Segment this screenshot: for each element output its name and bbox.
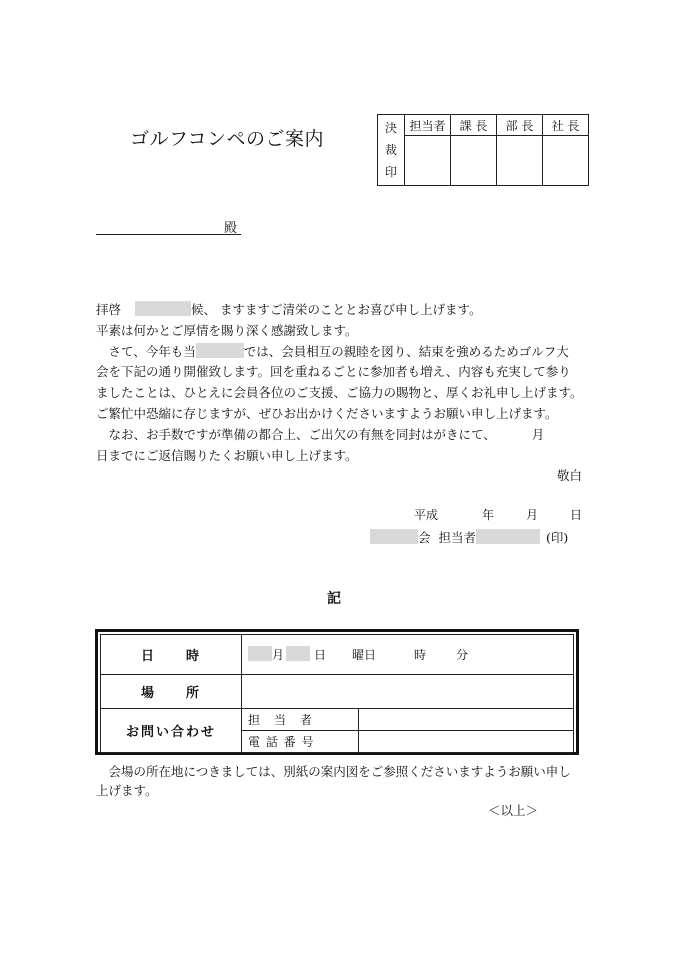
letter-line: ましたことは、ひとえに会員各位のご支援、ご協力の賜物と、厚くお礼申し上げます。 bbox=[96, 385, 583, 401]
reply-month: 月 bbox=[531, 426, 545, 442]
phone-label: 電 話 番 号 bbox=[242, 731, 359, 753]
redacted-contact-name bbox=[476, 529, 540, 544]
letter-text: では、会員相互の親睦を図り、結束を強めるためゴルフ大 bbox=[243, 343, 569, 359]
role-section-chief: 課 長 bbox=[451, 115, 497, 136]
letter-text: さて、今年も当 bbox=[96, 343, 196, 359]
date-month: 月 bbox=[526, 508, 539, 522]
club-suffix: 会 bbox=[418, 530, 431, 545]
letter-line: 日までにご返信賜りたくお願い申し上げます。 bbox=[96, 447, 358, 463]
date-day: 日 bbox=[570, 508, 583, 522]
approval-label-char: 決 bbox=[384, 121, 397, 135]
redacted-club bbox=[370, 529, 418, 544]
place-value bbox=[242, 675, 574, 709]
datetime-label: 日 時 bbox=[101, 635, 242, 675]
letter-text: なお、お手数ですが準備の都合上、ご出欠の有無を同封はがきにて、 bbox=[96, 426, 496, 442]
stamp-box bbox=[497, 136, 543, 186]
addressee-suffix: 殿 bbox=[223, 221, 237, 236]
event-weekday: 曜日 bbox=[352, 648, 377, 662]
redacted-club-name bbox=[196, 343, 244, 358]
phone-value bbox=[359, 731, 574, 753]
datetime-value bbox=[242, 635, 574, 675]
letter-line: 会を下記の通り開催致します。回を重ねるごとに参加者も増え、内容も充実して参り bbox=[96, 364, 571, 380]
redacted-month bbox=[248, 646, 272, 661]
person-in-charge-label: 担 当 者 bbox=[242, 709, 359, 731]
redacted-season bbox=[135, 301, 191, 316]
venue-note-line: 会場の所在地につきましては、別紙の案内図をご参照くださいますようお願い申し bbox=[96, 764, 571, 779]
letter-line bbox=[96, 425, 596, 446]
letter-line bbox=[96, 342, 596, 363]
date-era: 平成 bbox=[414, 508, 439, 522]
addressee-line bbox=[96, 216, 241, 235]
event-month: 月 bbox=[272, 648, 285, 662]
approval-label bbox=[378, 115, 405, 186]
approval-label-char: 裁 bbox=[384, 143, 397, 157]
contact-label: 担当者 bbox=[438, 530, 477, 545]
event-minute: 分 bbox=[456, 648, 469, 662]
letter-line: ご繁忙中恐縮に存じますが、ぜひお出かけくださいますようお願い申し上げます。 bbox=[96, 405, 558, 421]
redacted-day bbox=[286, 646, 310, 661]
closing: 敬白 bbox=[556, 468, 582, 484]
place-label: 場 所 bbox=[101, 675, 242, 709]
details-heading: 記 bbox=[327, 591, 341, 607]
inquiry-label: お問い合わせ bbox=[101, 709, 242, 753]
approval-label-char: 印 bbox=[384, 165, 397, 179]
page-title: ゴルフコンペのご案内 bbox=[130, 128, 325, 150]
date-year: 年 bbox=[482, 508, 495, 522]
greeting-opening: 拝啓 bbox=[96, 302, 122, 317]
event-day: 日 bbox=[314, 648, 327, 662]
role-president: 社 長 bbox=[543, 115, 589, 136]
stamp-box bbox=[451, 136, 497, 186]
event-hour: 時 bbox=[414, 648, 427, 662]
sender-signature bbox=[370, 528, 568, 546]
stamp-box bbox=[543, 136, 589, 186]
seal-mark: (印) bbox=[546, 530, 569, 545]
venue-note-line: 上げます。 bbox=[96, 783, 158, 798]
event-details-table bbox=[100, 634, 574, 753]
role-department-head: 部 長 bbox=[497, 115, 543, 136]
venue-note bbox=[96, 762, 596, 800]
letter-text: 候、 ますますご清栄のこととお喜び申し上げます。 bbox=[191, 302, 482, 317]
letter-line bbox=[96, 300, 596, 321]
letter-line: 平素は何かとご厚情を賜り深く感謝致します。 bbox=[96, 322, 358, 338]
end-mark: ＜以上＞ bbox=[488, 803, 539, 818]
person-in-charge-value bbox=[359, 709, 574, 731]
letter-body bbox=[96, 300, 596, 487]
approval-stamp-table bbox=[377, 114, 589, 186]
stamp-box bbox=[405, 136, 451, 186]
role-person-in-charge: 担当者 bbox=[405, 115, 451, 136]
